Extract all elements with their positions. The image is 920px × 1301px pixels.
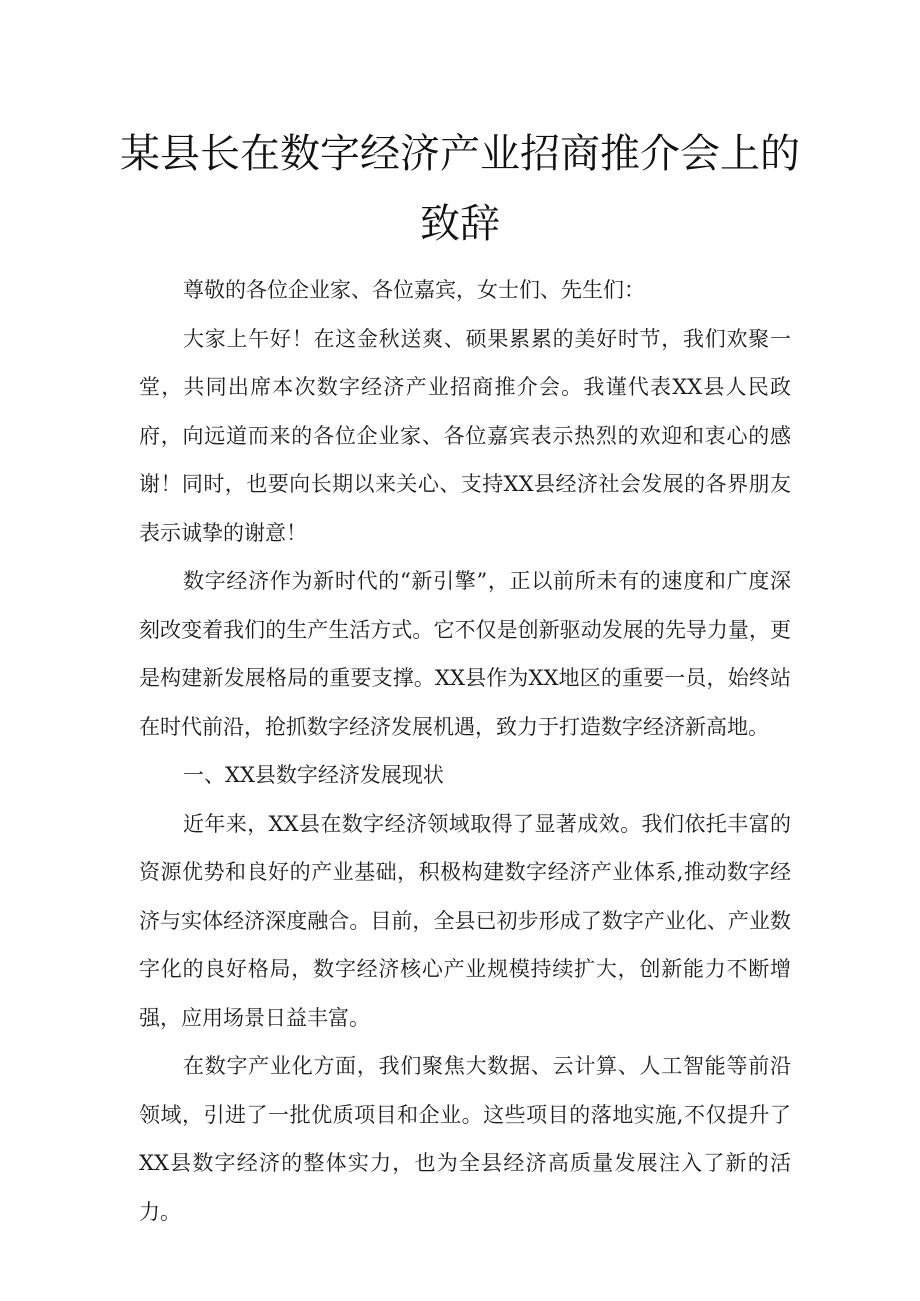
- salutation-paragraph: 尊敬的各位企业家、各位嘉宾，女士们、先生们：: [183, 278, 645, 302]
- greeting-paragraph: 大家上午好！在这金秋送爽、硕果累累的美好时节，我们欢聚一堂，共同出席本次数字经济产业招商推介会。我谨代表XX县人民政府，向远道而来的各位企业家、各位嘉宾表示热烈的欢迎和衷心的感谢！同时，也要向长期以来关心、支持XX县经济社会发展的各界朋友表示诚挚的谢意！: [139, 326, 791, 545]
- status-paragraph: 近年来，XX县在数字经济领域取得了显著成效。我们依托丰富的资源优势和良好的产业基础，积极构建数字经济产业体系,推动数字经济与实体经济深度融合。目前，全县已初步形成了数字产业化、产业数字化的良好格局，数字经济核心产业规模持续扩大，创新能力不断增强，应用场景日益丰富。: [139, 811, 791, 1030]
- industrialization-paragraph: 在数字产业化方面，我们聚焦大数据、云计算、人工智能等前沿领域，引进了一批优质项目和企业。这些项目的落地实施,不仅提升了XX县数字经济的整体实力，也为全县经济高质量发展注入了新的活力。: [139, 1054, 791, 1224]
- digital-economy-paragraph: 数字经济作为新时代的“新引擎”，正以前所未有的速度和广度深刻改变着我们的生产生活方式。它不仅是创新驱动发展的先导力量，更是构建新发展格局的重要支撑。XX县作为XX地区的重要一员，始终站在时代前沿，抢抓数字经济发展机遇，致力于打造数字经济新高地。: [139, 569, 791, 739]
- document-body: [139, 266, 791, 1236]
- document-title-line-1: 某县长在数字经济产业招商推介会上的: [120, 131, 800, 177]
- document-title-line-2: 致辞: [420, 201, 500, 247]
- section-heading: 一、XX县数字经济发展现状: [183, 763, 444, 787]
